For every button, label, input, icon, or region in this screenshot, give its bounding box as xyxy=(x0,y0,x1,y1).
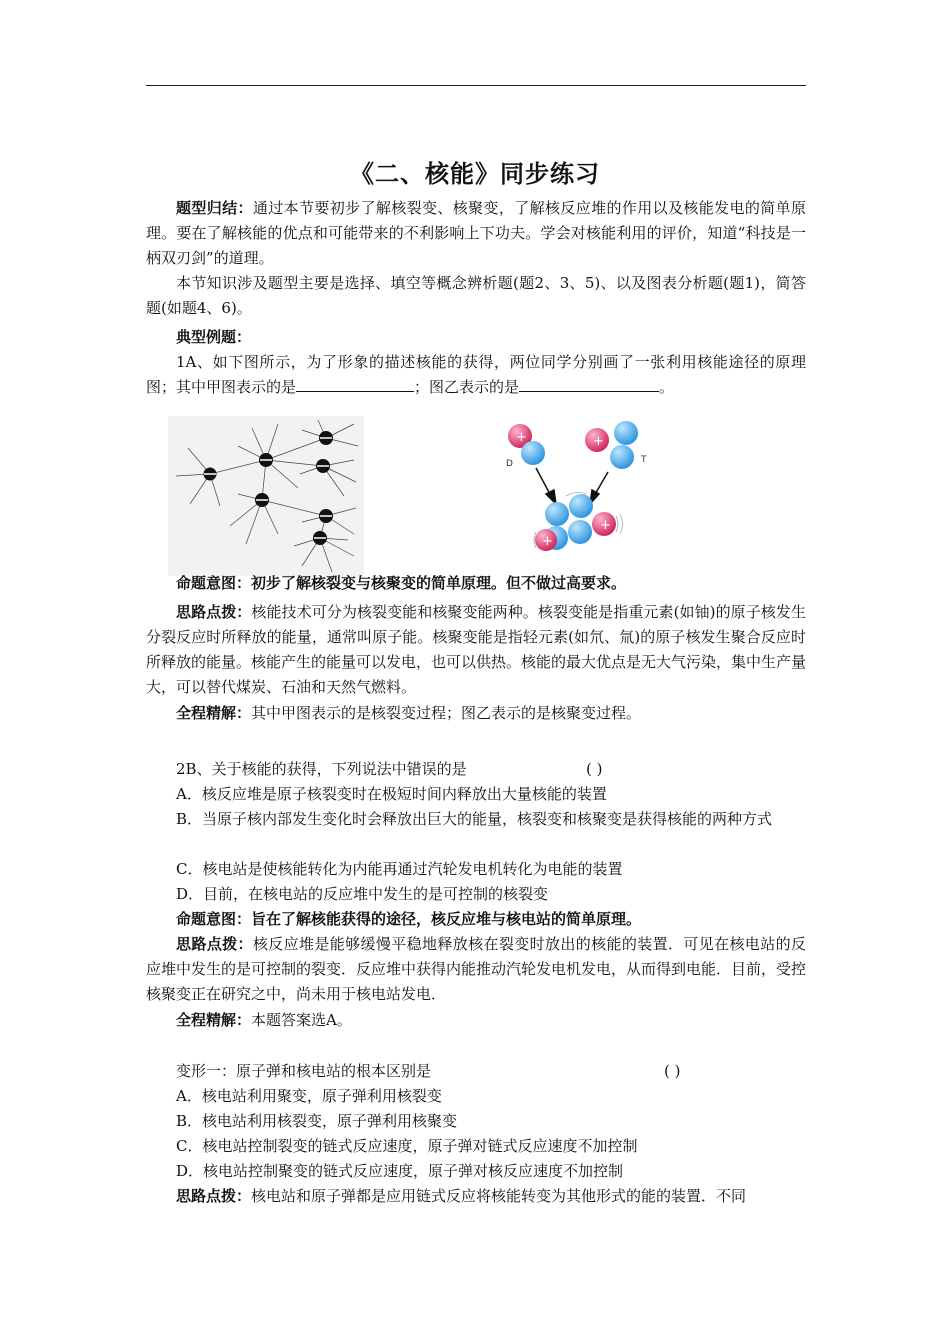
hint-text: 核能技术可分为核裂变能和核聚变能两种。核裂变能是指重元素(如铀)的原子核发生分裂反应时所释放的能量，通常叫原子能。核聚变能是指轻元素(如氘、氚)的原子核发生聚合反应时所释放的能量。核能产生的能量可以发电，也可以供热。核能的最大优点是无大气污染，集中生产量大，可以替代煤炭、石油和天然气燃料。 xyxy=(146,603,807,696)
question-2-bracket[interactable]: ( ) xyxy=(586,760,603,778)
variant-1-option-a[interactable]: A．核电站利用聚变，原子弹利用核裂变 xyxy=(176,1087,442,1105)
hint-label: 思路点拨： xyxy=(176,1187,252,1205)
question-2-option-a[interactable]: A．核反应堆是原子核裂变时在极短时间内释放出大量核能的装置 xyxy=(176,785,607,803)
hint-text: 核电站和原子弹都是应用链式反应将核能转变为其他形式的能的装置．不同 xyxy=(251,1187,747,1205)
answer-label: 全程精解： xyxy=(176,1011,252,1029)
question-1-answer xyxy=(146,701,806,726)
question-2-intent: 命题意图：旨在了解核能获得的途径，核反应堆与核电站的简单原理。 xyxy=(176,910,642,928)
answer-blank-1[interactable] xyxy=(296,375,414,392)
intent-text: 初步了解核裂变与核聚变的简单原理。但不做过高要求。 xyxy=(251,574,627,592)
page-title: 《二、核能》同步练习 xyxy=(350,160,600,188)
scope-paragraph: 本节知识涉及题型主要是选择、填空等概念辨析题(题2、3、5)、以及图表分析题(题1)，简答题(如题4、6)。 xyxy=(146,274,806,317)
answer-text: 其中甲图表示的是核裂变过程；图乙表示的是核聚变过程。 xyxy=(251,704,642,722)
summary-text: 通过本节要初步了解核裂变、核聚变，了解核反应堆的作用以及核能发电的简单原理。要在了解核能的优点和可能带来的不利影响上下功夫。学会对核能利用的评价，知道“科技是一柄双刃剑”的道理。 xyxy=(146,199,806,267)
summary-label: 题型归结： xyxy=(176,199,253,217)
variant-1-option-c[interactable]: C．核电站控制裂变的链式反应速度，原子弹对链式反应速度不加控制 xyxy=(176,1137,638,1155)
svg-text:+: + xyxy=(593,434,604,449)
answer-blank-2[interactable] xyxy=(519,375,659,392)
question-1-stem-part-c: 。 xyxy=(659,378,675,396)
question-2-answer xyxy=(146,1008,806,1033)
header-rule xyxy=(146,85,806,86)
svg-text:+: + xyxy=(542,534,553,549)
variant-1-option-d[interactable]: D．核电站控制聚变的链式反应速度，原子弹对核反应速度不加控制 xyxy=(176,1162,624,1180)
tritium-label: T xyxy=(641,455,647,465)
variant-1-hint xyxy=(146,1184,806,1209)
svg-text:+: + xyxy=(516,430,527,445)
examples-heading: 典型例题： xyxy=(176,328,252,346)
question-1-hint xyxy=(146,600,806,700)
question-1-stem xyxy=(146,350,806,400)
variant-1-bracket[interactable]: ( ) xyxy=(664,1062,681,1080)
svg-text:+: + xyxy=(600,518,611,533)
summary-paragraph xyxy=(146,196,806,271)
question-2-option-b[interactable]: B．当原子核内部发生变化时会释放出巨大的能量，核裂变和核聚变是获得核能的两种方式 xyxy=(176,810,773,828)
hint-text: 核反应堆是能够缓慢平稳地释放核在裂变时放出的核能的装置．可见在核电站的反应堆中发生的是可控制的裂变．反应堆中获得内能推动汽轮发电机发电，从而得到电能．目前，受控核聚变正在研究之中，尚未用于核电站发电． xyxy=(146,935,807,1003)
hint-label: 思路点拨： xyxy=(176,935,253,953)
hint-label: 思路点拨： xyxy=(176,603,252,621)
question-2-option-d[interactable]: D．目前，在核电站的反应堆中发生的是可控制的核裂变 xyxy=(176,885,549,903)
question-1-stem-part-b: ；图乙表示的是 xyxy=(414,378,520,396)
fusion-diagram xyxy=(496,416,661,561)
answer-label: 全程精解： xyxy=(176,704,252,722)
fission-diagram xyxy=(168,416,364,576)
question-2-hint xyxy=(146,932,806,1007)
intent-label: 命题意图： xyxy=(176,574,252,592)
variant-1-option-b[interactable]: B．核电站利用核裂变，原子弹利用核聚变 xyxy=(176,1112,458,1130)
question-2-option-c[interactable]: C．核电站是使核能转化为内能再通过汽轮发电机转化为电能的装置 xyxy=(176,860,623,878)
deuterium-label: D xyxy=(506,459,513,469)
question-2-stem: 2B、关于核能的获得，下列说法中错误的是 xyxy=(176,760,467,778)
answer-text: 本题答案选A。 xyxy=(251,1011,352,1029)
variant-1-stem: 变形一：原子弹和核电站的根本区别是 xyxy=(176,1062,432,1080)
question-1-intent xyxy=(146,571,806,596)
question-1-stem-part-a: 1A、如下图所示，为了形象的描述核能的获得，两位同学分别画了一张利用核能途径的原理图；其中甲图表示的是 xyxy=(146,353,806,396)
